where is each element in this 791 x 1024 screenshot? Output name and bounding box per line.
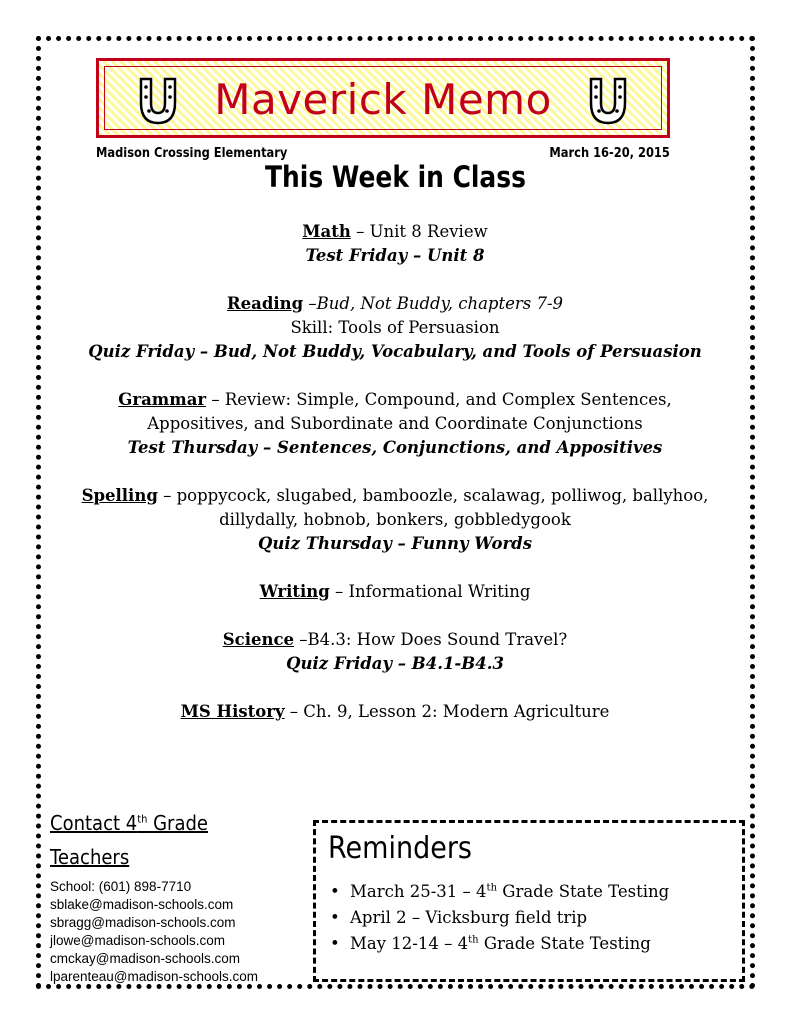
subject-assessment: Quiz Friday – B4.1-B4.3 bbox=[286, 654, 504, 673]
subject-name: Math bbox=[302, 222, 351, 241]
newsletter-title: Maverick Memo bbox=[214, 75, 552, 124]
reminder-text-post: Grade State Testing bbox=[478, 934, 651, 953]
teacher-email-link[interactable]: jlowe@madison-schools.com bbox=[50, 933, 226, 948]
subject-ms-history bbox=[80, 700, 710, 724]
contact-title-teachers: Teachers bbox=[50, 845, 130, 869]
contact-title-pre: Contact 4 bbox=[50, 811, 138, 835]
subject-desc: – Unit 8 Review bbox=[350, 222, 488, 241]
reminder-text: May 12-14 – 4 bbox=[350, 934, 469, 953]
reminder-item bbox=[330, 905, 669, 931]
contact-title bbox=[50, 806, 284, 840]
subject-assessment: Test Friday – Unit 8 bbox=[305, 246, 485, 265]
reminder-text: April 2 – Vicksburg field trip bbox=[350, 908, 588, 927]
subject-desc: – Informational Writing bbox=[329, 582, 531, 601]
subject-science bbox=[80, 628, 710, 676]
school-phone: School: (601) 898-7710 bbox=[50, 879, 192, 894]
reminders-box bbox=[313, 820, 745, 982]
subject-name: Reading bbox=[226, 294, 304, 313]
reminders-title: Reminders bbox=[328, 831, 472, 866]
subject-name: Spelling bbox=[81, 486, 158, 505]
subject-name: Science bbox=[222, 630, 295, 649]
reminder-text-post: Grade State Testing bbox=[497, 882, 670, 901]
reminder-item bbox=[330, 931, 669, 957]
subject-assessment: Test Thursday – Sentences, Conjunctions, and Appositives bbox=[127, 438, 663, 457]
subject-skill: Skill: Tools of Persuasion bbox=[290, 318, 500, 337]
subject-spelling bbox=[80, 484, 710, 556]
subject-grammar bbox=[80, 388, 710, 460]
subject-name: MS History bbox=[180, 702, 285, 721]
school-name: Madison Crossing Elementary bbox=[96, 146, 288, 161]
subject-name: Writing bbox=[259, 582, 330, 601]
subjects-section bbox=[80, 220, 710, 748]
contact-title-line2 bbox=[50, 840, 284, 874]
reminders-list bbox=[330, 879, 669, 957]
contact-title-post: Grade bbox=[147, 811, 208, 835]
subject-assessment: Quiz Thursday – Funny Words bbox=[257, 534, 532, 553]
date-range: March 16-20, 2015 bbox=[549, 146, 670, 161]
subject-dash: – bbox=[303, 294, 317, 313]
page-heading: This Week in Class bbox=[265, 160, 526, 194]
subject-desc: – Ch. 9, Lesson 2: Modern Agriculture bbox=[284, 702, 610, 721]
subject-desc: – poppycock, slugabed, bamboozle, scalawag, polliwog, ballyhoo, dillydally, hobnob, bonkers, gobbledygook bbox=[157, 486, 709, 529]
book-title: Bud, Not Buddy, chapters 7-9 bbox=[316, 294, 564, 313]
masthead-banner bbox=[96, 58, 670, 138]
reminder-sup: th bbox=[486, 882, 498, 894]
teacher-email-link[interactable]: sblake@madison-schools.com bbox=[50, 897, 234, 912]
teacher-email-link[interactable]: lparenteau@madison-schools.com bbox=[50, 969, 259, 984]
subject-math bbox=[80, 220, 710, 268]
teacher-email-link[interactable]: sbragg@madison-schools.com bbox=[50, 915, 236, 930]
horseshoe-icon bbox=[585, 75, 631, 127]
reminder-text: March 25-31 – 4 bbox=[350, 882, 487, 901]
subject-name: Grammar bbox=[118, 390, 207, 409]
subject-reading bbox=[80, 292, 710, 364]
subject-writing bbox=[80, 580, 710, 604]
teacher-email-link[interactable]: cmckay@madison-schools.com bbox=[50, 951, 241, 966]
subject-desc: –B4.3: How Does Sound Travel? bbox=[294, 630, 568, 649]
contact-section bbox=[50, 806, 310, 986]
subject-assessment: Quiz Friday – Bud, Not Buddy, Vocabulary, and Tools of Persuasion bbox=[88, 342, 702, 361]
reminder-sup: th bbox=[468, 934, 479, 946]
subject-desc: – Review: Simple, Compound, and Complex Sentences, Appositives, and Subordinate and Coordinate Conjunctions bbox=[147, 390, 672, 433]
contact-title-sup: th bbox=[137, 812, 148, 826]
reminder-item bbox=[330, 879, 669, 905]
